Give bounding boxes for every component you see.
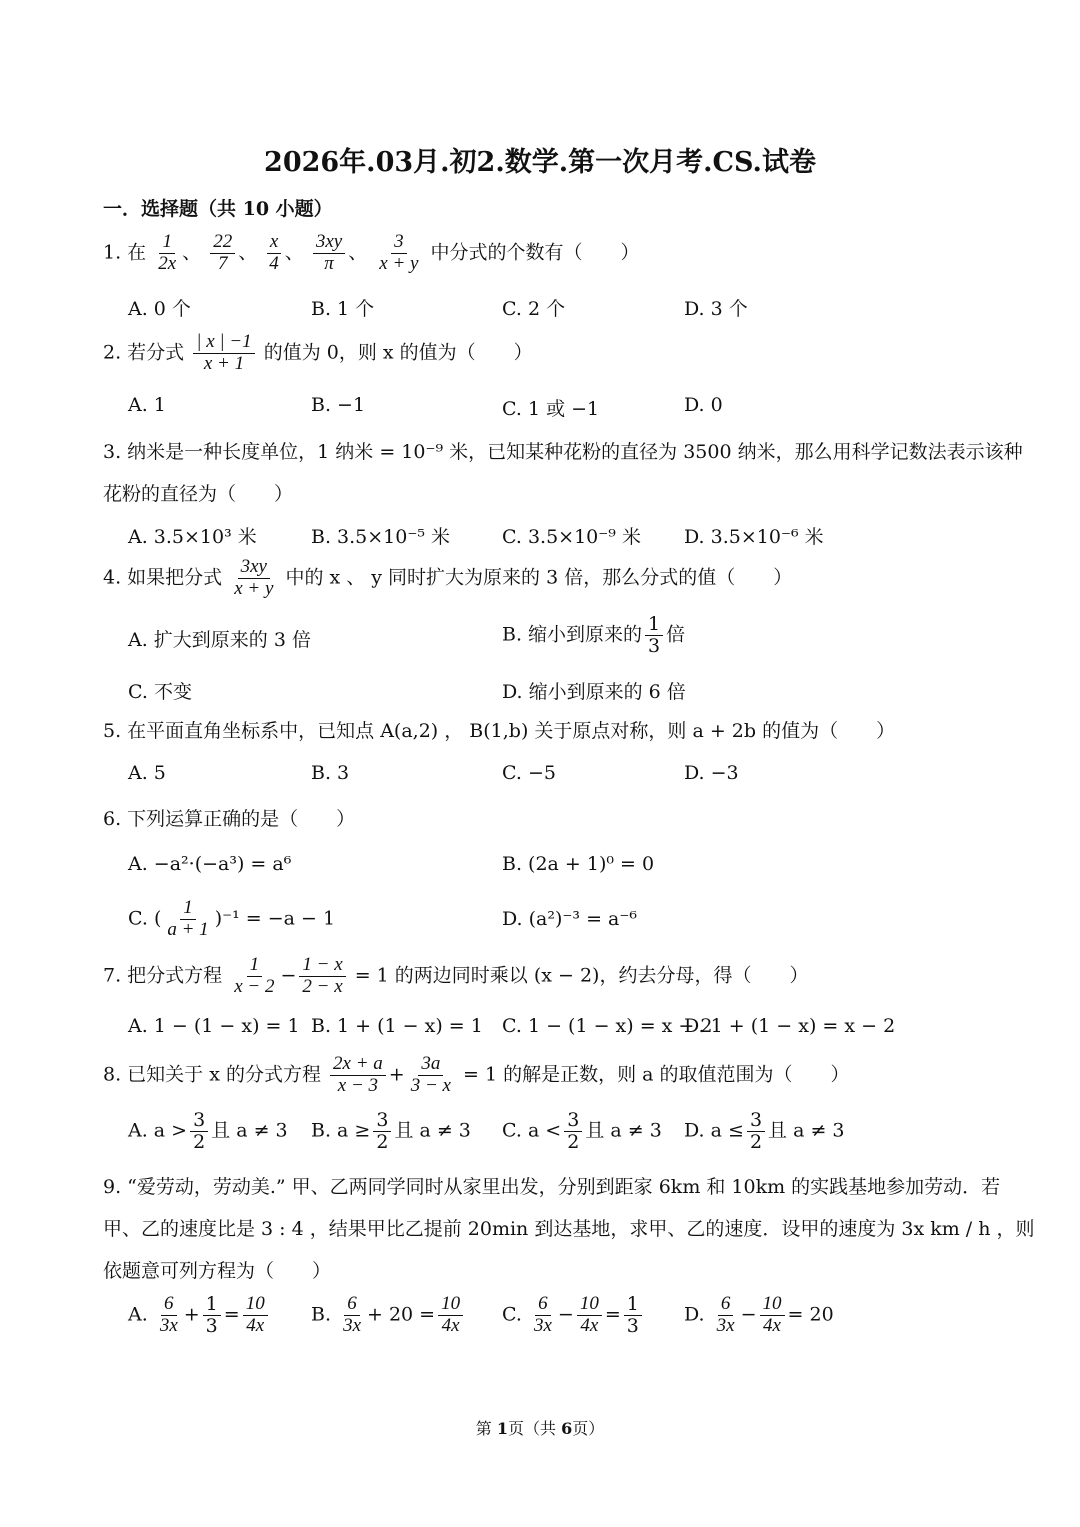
question-3-line2: 花粉的直径为（ ） xyxy=(103,483,294,505)
option-b: B. −1 xyxy=(311,394,366,416)
fraction: $\frac{3a}{3 - x}$ xyxy=(410,1053,451,1096)
option-d: D. 3 个 xyxy=(684,298,748,320)
q7-stem-post: = 1 的两边同时乘以 (x − 2)，约去分母，得（ ） xyxy=(354,964,809,987)
page-title: 2026年.03月.初2.数学.第一次月考.CS.试卷 xyxy=(264,147,816,178)
fraction: $\frac{3}{2}$ xyxy=(373,1110,391,1153)
q4-stem-post: 中的 x 、 y 同时扩大为原来的 3 倍，那么分式的值（ ） xyxy=(285,566,793,589)
q1-stem: 1. 在 xyxy=(103,241,147,264)
option-b: B. a ≥ $\frac{3}{2}$ 且 a ≠ 3 xyxy=(311,1109,471,1153)
fraction: $\frac{3xy}{\pi}$ xyxy=(313,232,345,275)
option-c: C. 3.5×10⁻⁹ 米 xyxy=(502,526,641,548)
q8-stem: 8. 已知关于 x 的分式方程 xyxy=(103,1063,321,1086)
fraction: $\frac{1 - x}{2 - x}$ xyxy=(299,955,345,998)
option-d: D. $\frac{6}{3x}$ − $\frac{10}{4x}$ = 20 xyxy=(684,1293,834,1336)
fraction: $\frac{1}{x - 2}$ xyxy=(234,954,275,997)
fraction: $\frac{1}{a + 1}$ xyxy=(167,897,209,940)
fraction: $\frac{1}{3}$ xyxy=(645,614,663,657)
fraction: $\frac{3}{x + y}$ xyxy=(379,231,419,274)
option-b: B. 3.5×10⁻⁵ 米 xyxy=(311,526,451,548)
option-d: D. −3 xyxy=(684,762,739,784)
question-3-line1: 3. 纳米是一种长度单位，1 纳米 = 10⁻⁹ 米，已知某种花粉的直径为 3500 纳米，那么用科学记数法表示该种 xyxy=(103,441,1023,463)
fraction: $\frac{3}{2}$ xyxy=(747,1110,765,1153)
q1-stem-post: 中分式的个数有（ ） xyxy=(430,241,640,264)
fraction: $\frac{3xy}{x + y}$ xyxy=(234,556,274,599)
option-c: C. −5 xyxy=(502,762,556,784)
option-c: C. $\frac{6}{3x}$ − $\frac{10}{4x}$ = $\frac{1}{3}$ xyxy=(502,1294,645,1337)
option-a: A. 0 个 xyxy=(128,298,191,320)
option-a: A. 3.5×10³ 米 xyxy=(128,526,257,548)
option-a: A. 5 xyxy=(128,762,166,784)
option-c: C. 1 − (1 − x) = x − 2 xyxy=(502,1015,713,1037)
option-c: C. ( $\frac{1}{a + 1}$ )⁻¹ = −a − 1 xyxy=(128,897,336,940)
option-b: B. 1 + (1 − x) = 1 xyxy=(311,1015,483,1037)
question-1: 1. 在 $\frac{1}{2x}$ 、 $\frac{22}{7}$ 、 $\frac{x}{4}$ 、 $\frac{3xy}{\pi}$ 、 $\frac{3}{x + y}$ 中分式的个数有（ ） xyxy=(103,231,640,274)
fraction: $\frac{1}{2x}$ xyxy=(158,231,177,274)
option-b: B. 3 xyxy=(311,762,350,784)
option-c: C. 2 个 xyxy=(502,298,566,320)
option-d: D. 3.5×10⁻⁶ 米 xyxy=(684,526,824,548)
section-heading: 一．选择题（共 10 小题） xyxy=(103,198,333,220)
option-a: A. $\frac{6}{3x}$ + $\frac{1}{3}$ = $\frac{10}{4x}$ xyxy=(128,1294,271,1337)
option-a: A. 1 − (1 − x) = 1 xyxy=(128,1015,300,1037)
q2-stem: 2. 若分式 xyxy=(103,341,185,364)
fraction: $\frac{22}{7}$ xyxy=(210,232,235,275)
option-d: D. 缩小到原来的 6 倍 xyxy=(502,681,686,703)
q2-stem-post: 的值为 0，则 x 的值为（ ） xyxy=(263,341,533,364)
option-a: A. −a²·(−a³) = a⁶ xyxy=(128,853,292,875)
question-9-line3: 依题意可列方程为（ ） xyxy=(103,1260,332,1282)
fraction: $\frac{3}{2}$ xyxy=(564,1110,582,1153)
option-c: C. 不变 xyxy=(128,681,192,703)
page-footer: 第 1页（共 6页） xyxy=(475,1419,605,1438)
q4-stem: 4. 如果把分式 xyxy=(103,566,223,589)
option-c: C. a < $\frac{3}{2}$ 且 a ≠ 3 xyxy=(502,1109,662,1153)
question-9-line1: 9. “爱劳动，劳动美.” 甲、乙两同学同时从家里出发，分别到距家 6km 和 10km 的实践基地参加劳动．若 xyxy=(103,1176,1001,1198)
fraction: $\frac{3}{2}$ xyxy=(190,1110,208,1153)
question-2 xyxy=(103,332,533,375)
option-d: D. 0 xyxy=(684,394,723,416)
question-9-line2: 甲、乙的速度比是 3 : 4 ，结果甲比乙提前 20min 到达基地，求甲、乙的速度．设甲的速度为 3x km / h ，则 xyxy=(103,1218,1035,1240)
fraction: $\frac{| x | -1}{x + 1}$ xyxy=(193,332,254,375)
option-b: B. (2a + 1)⁰ = 0 xyxy=(502,853,655,875)
option-b: B. 缩小到原来的 $\frac{1}{3}$ 倍 xyxy=(502,613,686,657)
question-6: 6. 下列运算正确的是（ ） xyxy=(103,808,356,830)
option-a: A. a > $\frac{3}{2}$ 且 a ≠ 3 xyxy=(128,1109,288,1153)
q8-stem-post: = 1 的解是正数，则 a 的取值范围为（ ） xyxy=(463,1063,850,1086)
fraction: $\frac{2x + a}{x - 3}$ xyxy=(330,1054,386,1097)
option-c: C. 1 或 −1 xyxy=(502,398,600,420)
question-7: 7. 把分式方程 $\frac{1}{x - 2}$ − $\frac{1 - x}{2 - x}$ = 1 的两边同时乘以 (x − 2)，约去分母，得（ ） xyxy=(103,954,809,997)
option-d: D. a ≤ $\frac{3}{2}$ 且 a ≠ 3 xyxy=(684,1109,845,1153)
option-a: A. 扩大到原来的 3 倍 xyxy=(128,629,311,651)
option-b: B. 1 个 xyxy=(311,298,375,320)
question-8: 8. 已知关于 x 的分式方程 $\frac{2x + a}{x - 3}$ + $\frac{3a}{3 - x}$ = 1 的解是正数，则 a 的取值范围为（ ） xyxy=(103,1053,850,1096)
option-d: D. (a²)⁻³ = a⁻⁶ xyxy=(502,908,638,930)
question-5: 5. 在平面直角坐标系中，已知点 A(a,2) ， B(1,b) 关于原点对称，则 a + 2b 的值为（ ） xyxy=(103,720,896,742)
q7-stem: 7. 把分式方程 xyxy=(103,964,223,987)
option-a: A. 1 xyxy=(128,394,166,416)
option-b: B. $\frac{6}{3x}$ + 20 = $\frac{10}{4x}$ xyxy=(311,1294,466,1337)
question-4 xyxy=(103,557,792,600)
option-d: D. 1 + (1 − x) = x − 2 xyxy=(684,1015,896,1037)
fraction: $\frac{x}{4}$ xyxy=(266,232,282,275)
